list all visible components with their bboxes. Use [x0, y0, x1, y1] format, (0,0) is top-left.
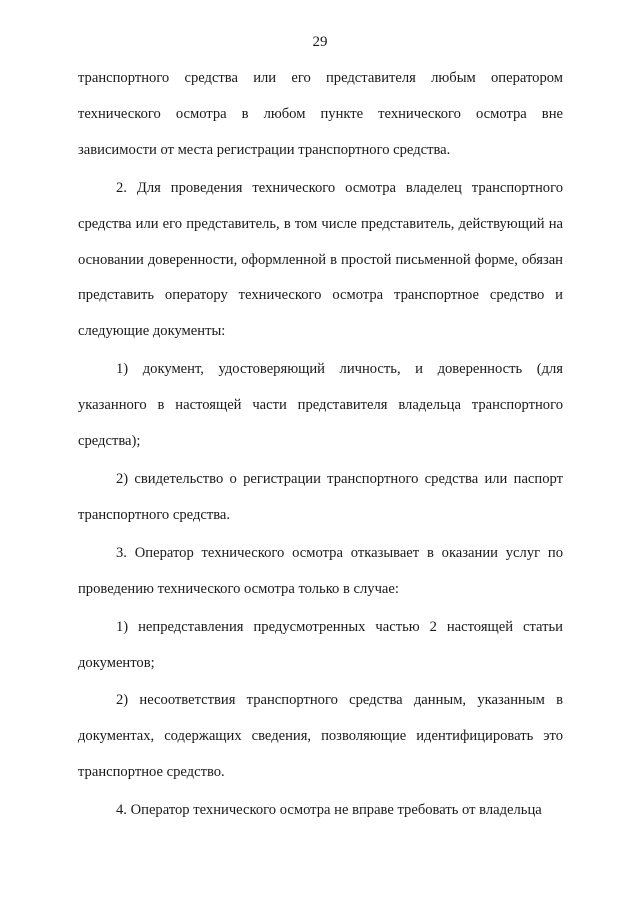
paragraph-subitem-1: 1) документ, удостоверяющий личность, и доверенность (для указанного в настоящей части представителя владельца транспортного средства);	[78, 361, 563, 450]
paragraph-item-2: 2. Для проведения технического осмотра владелец транспортного средства или его представитель, в том числе представитель, действующий на основании доверенности, оформленной в простой письменной форме, обязан представить оператору технического осмотра транспортное средство и следующие документы:	[78, 179, 563, 340]
paragraph-item-4: 4. Оператор технического осмотра не вправе требовать от владельца	[116, 802, 542, 819]
document-body	[78, 61, 563, 829]
paragraph-item-3: 3. Оператор технического осмотра отказывает в оказании услуг по проведению технического осмотра только в случае:	[78, 544, 563, 597]
paragraph-subitem-1: 1) непредставления предусмотренных частью 2 настоящей статьи документов;	[78, 618, 563, 671]
paragraph-continuation: транспортного средства или его представителя любым оператором технического осмотра в любом пункте технического осмотра вне зависимости от места регистрации транспортного средства.	[78, 70, 563, 158]
paragraph-subitem-2: 2) несоответствия транспортного средства данным, указанным в документах, содержащих сведения, позволяющие идентифицировать это транспортное средство.	[78, 692, 563, 781]
page-number: 29	[312, 34, 328, 50]
paragraph-subitem-2: 2) свидетельство о регистрации транспортного средства или паспорт транспортного средства.	[78, 470, 563, 523]
